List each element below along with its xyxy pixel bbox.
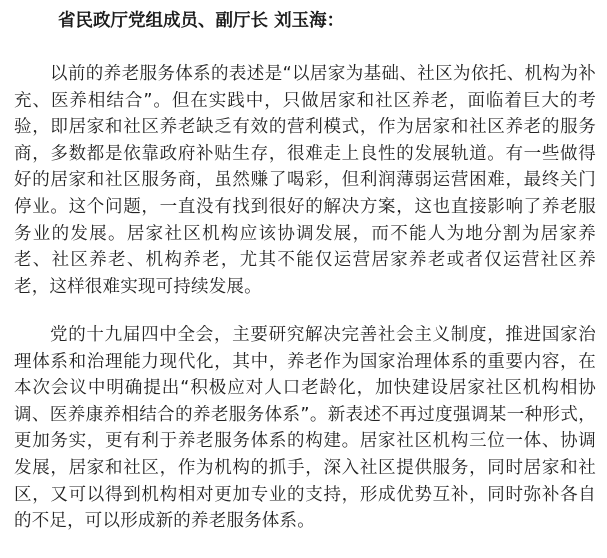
article-paragraph-1: 以前的养老服务体系的表述是“以居家为基础、社区为依托、机构为补充、医养相结合”。但在实践中，只做居家和社区养老，面临着巨大的考验，即居家和社区养老缺乏有效的营利模式，作为居家和社区养老的服务商，多数都是依靠政府补贴生存，很难走上良性的发展轨道。有一些做得好的居家和社区服务商，虽然赚了喝彩，但利润薄弱运营困难，最终关门停业。这个问题，一直没有找到很好的解决方案，这也直接影响了养老服务业的发展。居家社区机构应该协调发展，而不能人为地分割为居家养老、社区养老、机构养老，尤其不能仅运营居家养老或者仅运营社区养老，这样很难实现可持续发展。	[14, 64, 596, 297]
speaker-heading: 省民政厅党组成员、副厅长 刘玉海：	[58, 11, 345, 31]
article-paragraph-2: 党的十九届四中全会，主要研究解决完善社会主义制度，推进国家治理体系和治理能力现代化，其中，养老作为国家治理体系的重要内容，在本次会议中明确提出“积极应对人口老龄化，加快建设居家社区机构相协调、医养康养相结合的养老服务体系”。新表述不再过度强调某一种形式，更加务实，更有利于养老服务体系的构建。居家社区机构三位一体、协调发展，居家和社区，作为机构的抓手，深入社区提供服务，同时居家和社区，又可以得到机构相对更加专业的支持，形成优势互补，同时弥补各自的不足，可以形成新的养老服务体系。	[14, 325, 596, 532]
